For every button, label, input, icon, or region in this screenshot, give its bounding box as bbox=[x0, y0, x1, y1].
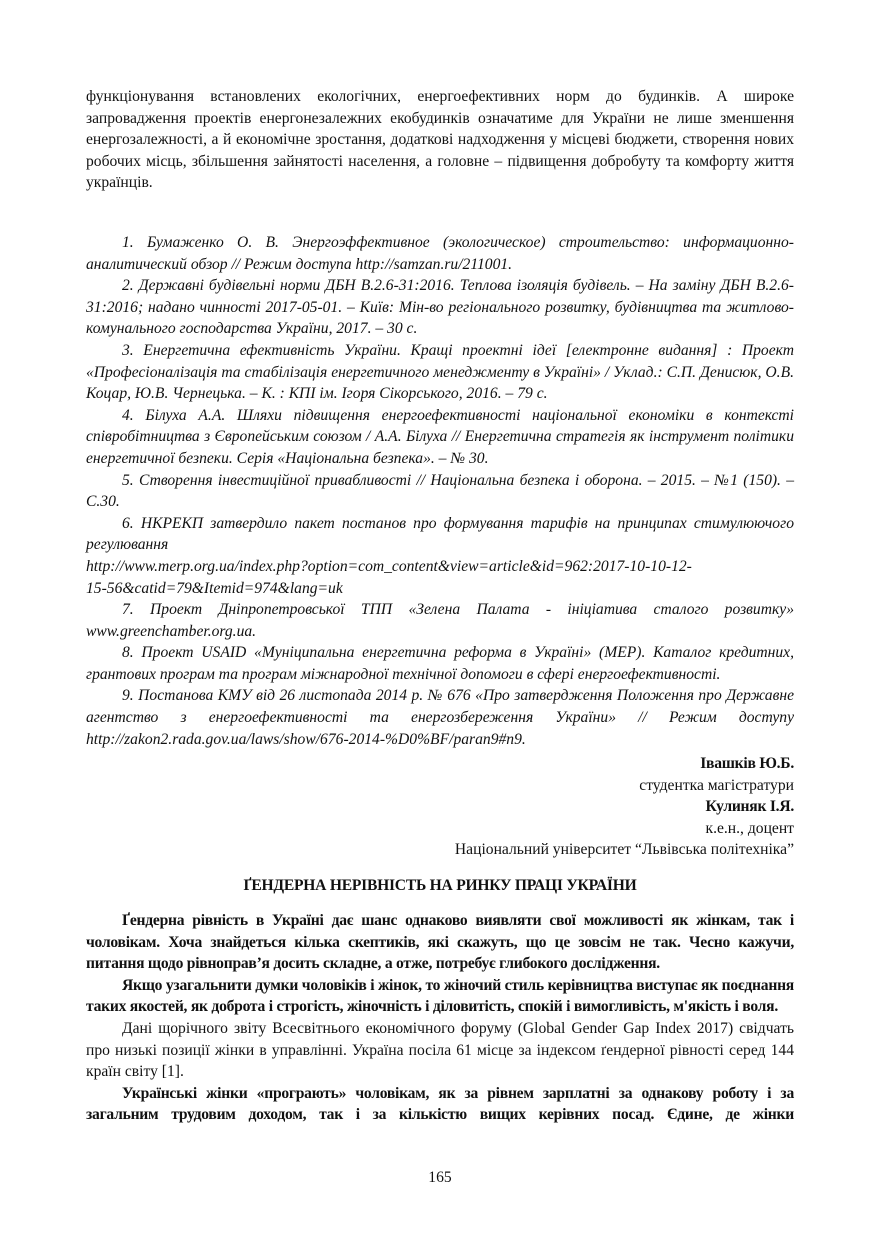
intro-paragraph bbox=[86, 86, 794, 194]
reference-link[interactable]: 15-56&catid=79&Itemid=974&lang=uk bbox=[86, 579, 343, 597]
paragraph-text: функціонування встановлених екологічних, енергоефективних норм до будинків. А широке запровадження проектів енергонезалежних екобудинків означатиме для України не лише зменшення енергозалежності, а й економічне зростання, додаткові надходження у місцеві бюджети, створення нових робочих місць, збільшення зайнятості населення, а головне – підвищення добробуту та комфорту життя українців. bbox=[86, 88, 794, 192]
reference-item: 1. Бумаженко О. В. Энергоэффективное (экологическое) строительство: информационно-аналитический обзор // Режим доступа http://samzan.ru/211001. bbox=[86, 234, 794, 273]
body-paragraph: Ґендерна рівність в Україні дає шанс однаково виявляти свої можливості як жінкам, так і чоловікам. Хоча знайдеться кілька скептиків, які скажуть, що це зовсім не так. Чесно кажучи, питання щодо рівноправ’я досить складне, а отже, потребує глибокого дослідження. bbox=[86, 912, 794, 973]
author-role: студентка магістратури bbox=[639, 776, 794, 794]
article-title: ҐЕНДЕРНА НЕРІВНІСТЬ НА РИНКУ ПРАЦІ УКРАЇНИ bbox=[243, 877, 637, 894]
reference-item: 9. Постанова КМУ від 26 листопада 2014 р. № 676 «Про затвердження Положення про Державне агентство з енергоефективності та енергозбереження України» // Режим доступу http://zakon2.rada.gov.ua/laws/show/676-2014-%D0%BF/paran9#n9. bbox=[86, 687, 794, 748]
reference-item: 2. Державні будівельні норми ДБН В.2.6-31:2016. Теплова ізоляція будівель. – На заміну ДБН В.2.6-31:2016; надано чинності 2017-05-01. – Київ: Мін-во регіонального розвитку, будівництва та житлово-комунального господарства України, 2017. – 30 с. bbox=[86, 277, 794, 338]
affiliation: Національний університет “Львівська політехніка” bbox=[454, 841, 794, 859]
author-name: Кулиняк І.Я. bbox=[705, 798, 794, 816]
reference-text: 6. НКРЕКП затвердило пакет постанов про формування тарифів на принципах стимулюючого регулювання bbox=[86, 514, 794, 554]
body-paragraph: Дані щорічного звіту Всесвітнього економічного форуму (Global Gender Gap Index 2017) свідчать про низькі позиції жінки в управлінні. Україна посіла 61 місце за індексом ґендерної рівності серед 144 країн світу [1]. bbox=[86, 1019, 794, 1081]
author-name: Івашків Ю.Б. bbox=[700, 755, 794, 772]
reference-item bbox=[86, 513, 794, 599]
body-paragraph: Українські жінки «програють» чоловікам, як за рівнем зарплатні за однакову роботу і за загальним трудовим доходом, так і за кількістю вищих керівних посад. Єдине, де жінки bbox=[86, 1084, 794, 1124]
page-number: 165 bbox=[428, 1169, 452, 1186]
body-paragraph: Якщо узагальнити думки чоловіків і жінок, то жіночий стиль керівництва виступає як поєднання таких якостей, як доброта і строгість, жіночність і діловитість, спокій і вимогливість, м'якість і воля. bbox=[86, 976, 794, 1016]
reference-item: 4. Білуха А.А. Шляхи підвищення енергоефективності національної економіки в контексті співробітництва з Європейським союзом / А.А. Білуха // Енергетична стратегія як інструмент політики енергетичної безпеки. Серія «Національна безпека». – № 30. bbox=[86, 406, 794, 467]
reference-link[interactable]: http://www.merp.org.ua/index.php?option=com_content&view=article&id=962:2017-10-10-12- bbox=[86, 557, 692, 575]
reference-item: 8. Проект USAID «Муніципальна енергетична реформа в Україні» (МЕР). Каталог кредитних, грантових програм та програм міжнародної технічної допомоги в сфері енергоефективності. bbox=[86, 644, 794, 683]
reference-item: 5. Створення інвестиційної привабливості // Національна безпека і оборона. – 2015. – №1 (150). – С.30. bbox=[86, 471, 794, 511]
author-block bbox=[86, 753, 794, 861]
article-body bbox=[86, 910, 794, 1126]
author-role: к.е.н., доцент bbox=[705, 819, 794, 837]
reference-item: 7. Проект Дніпропетровської ТПП «Зелена Палата - ініціатива сталого розвитку» www.greenchamber.org.ua. bbox=[86, 601, 794, 640]
references-list bbox=[86, 232, 794, 750]
reference-item: 3. Енергетична ефективність України. Кращі проектні ідеї [електронне видання] : Проект «Професіоналізація та стабілізація енергетичного менеджменту в Україні» / Уклад.: С.П. Денисюк, О.В. Коцар, Ю.В. Чернецька. – К. : КПІ ім. Ігоря Сікорського, 2016. – 79 с. bbox=[86, 341, 794, 403]
